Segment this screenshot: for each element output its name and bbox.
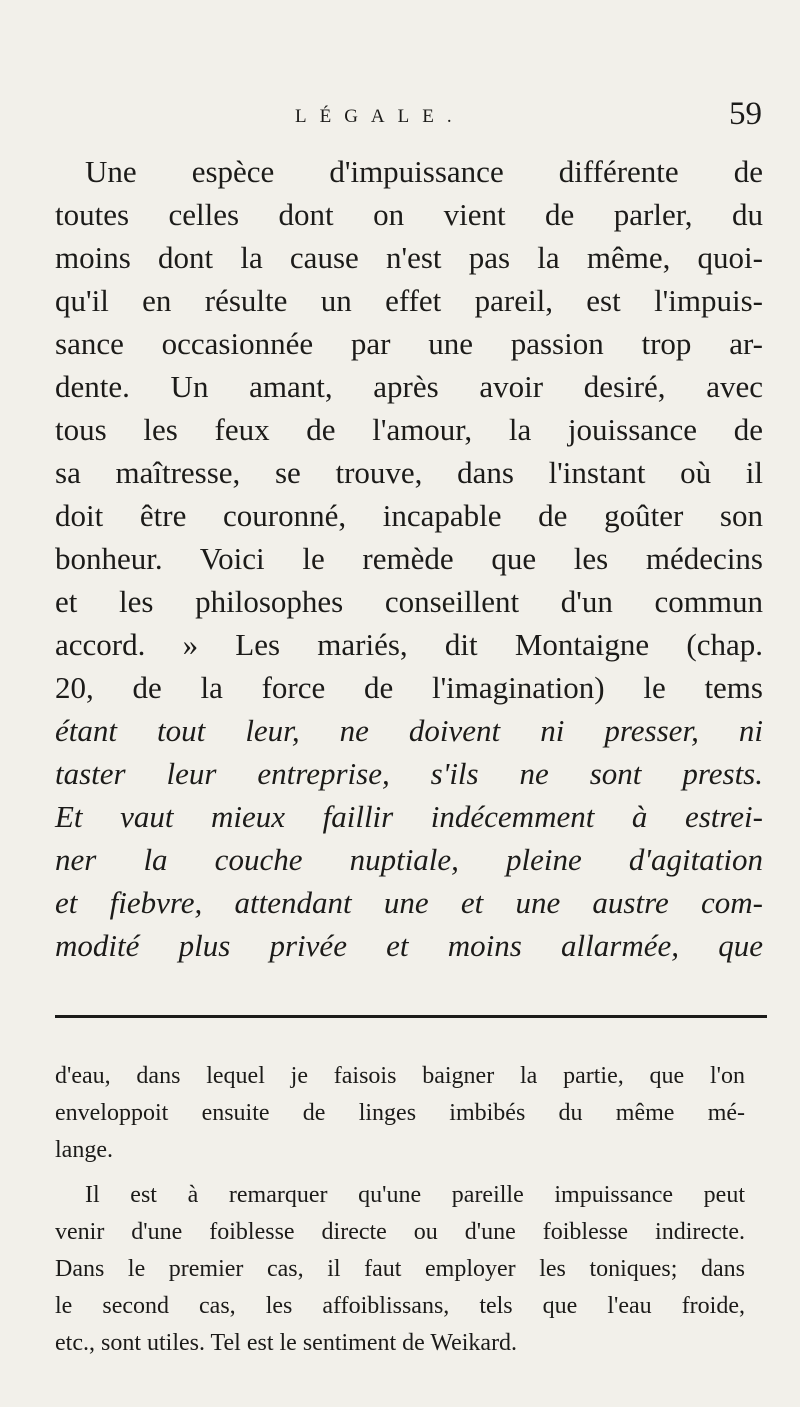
text-line: tous les feux de l'amour, la jouissance de [55, 412, 763, 447]
footnote-line: etc., sont utiles. Tel est le sentiment de Weikard. [55, 1330, 518, 1356]
text-line: accord. » Les mariés, dit Montaigne (chap. [55, 627, 763, 662]
footnote-line: Dans le premier cas, il faut employer les toniques; dans [55, 1256, 745, 1282]
footnote-line: enveloppoit ensuite de linges imbibés du même mé- [55, 1100, 745, 1126]
text-line-italic: et fiebvre, attendant une et une austre com- [55, 885, 763, 920]
footnote-line: le second cas, les affoiblissans, tels que l'eau froide, [55, 1293, 745, 1319]
text-line: sance occasionnée par une passion trop ar- [55, 326, 763, 361]
text-line: 20, de la force de l'imagination) le tems [55, 670, 763, 705]
running-head: LÉGALE. [295, 106, 465, 127]
footnote-continuation [55, 1058, 745, 1169]
footnote-note [55, 1177, 745, 1362]
text-line-italic: taster leur entreprise, s'ils ne sont prests. [55, 756, 763, 791]
footnote-rule [55, 1015, 767, 1018]
text-line: doit être couronné, incapable de goûter son [55, 498, 763, 533]
text-line: bonheur. Voici le remède que les médecins [55, 541, 763, 576]
text-line: moins dont la cause n'est pas la même, quoi- [55, 240, 763, 275]
text-line-italic: ner la couche nuptiale, pleine d'agitation [55, 842, 763, 877]
text-line-italic: modité plus privée et moins allarmée, que [55, 928, 763, 963]
text-line-italic: Et vaut mieux faillir indécemment à estrei- [55, 799, 763, 834]
footnote-line: Il est à remarquer qu'une pareille impuissance peut [85, 1182, 745, 1208]
text-line: sa maîtresse, se trouve, dans l'instant où il [55, 455, 763, 490]
text-line: dente. Un amant, après avoir desiré, avec [55, 369, 763, 404]
footnote-line: venir d'une foiblesse directe ou d'une foiblesse indirecte. [55, 1219, 745, 1245]
page-header [55, 96, 762, 140]
text-line-italic: étant tout leur, ne doivent ni presser, ni [55, 713, 763, 748]
footnotes [55, 1058, 745, 1362]
footnote-line: d'eau, dans lequel je faisois baigner la partie, que l'on [55, 1063, 745, 1089]
text-line: toutes celles dont on vient de parler, du [55, 197, 763, 232]
main-text [55, 150, 763, 967]
text-line: qu'il en résulte un effet pareil, est l'impuis- [55, 283, 763, 318]
page-number: 59 [729, 96, 762, 132]
text-line: et les philosophes conseillent d'un commun [55, 584, 763, 619]
footnote-line: lange. [55, 1137, 113, 1163]
text-line: Une espèce d'impuissance différente de [85, 154, 763, 189]
